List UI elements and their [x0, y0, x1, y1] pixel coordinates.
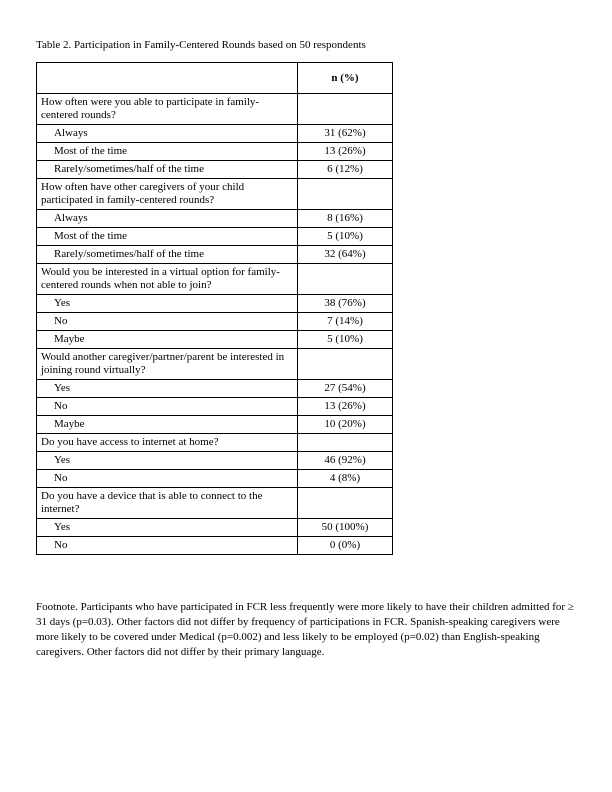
option-label: Yes	[37, 380, 298, 398]
question-value-cell	[298, 179, 393, 210]
option-row	[37, 143, 393, 161]
question-text: Would another caregiver/partner/parent be interested in joining round virtually?	[37, 349, 298, 380]
option-row	[37, 398, 393, 416]
question-value-cell	[298, 349, 393, 380]
option-value: 13 (26%)	[298, 398, 393, 416]
option-value: 13 (26%)	[298, 143, 393, 161]
option-row	[37, 416, 393, 434]
option-value: 4 (8%)	[298, 470, 393, 488]
question-text: How often were you able to participate in family-centered rounds?	[37, 94, 298, 125]
option-row	[37, 161, 393, 179]
participation-table	[36, 62, 393, 555]
header-value-cell: n (%)	[298, 63, 393, 94]
question-row	[37, 349, 393, 380]
option-row	[37, 295, 393, 313]
option-label: Rarely/sometimes/half of the time	[37, 246, 298, 264]
option-label: Most of the time	[37, 228, 298, 246]
option-label: No	[37, 470, 298, 488]
option-label: Yes	[37, 295, 298, 313]
option-label: Yes	[37, 519, 298, 537]
question-text: Do you have access to internet at home?	[37, 434, 298, 452]
question-text: Would you be interested in a virtual option for family-centered rounds when not able to join?	[37, 264, 298, 295]
question-value-cell	[298, 264, 393, 295]
option-row	[37, 228, 393, 246]
option-value: 5 (10%)	[298, 228, 393, 246]
option-label: Always	[37, 125, 298, 143]
table-header-row	[37, 63, 393, 94]
option-label: Rarely/sometimes/half of the time	[37, 161, 298, 179]
option-row	[37, 452, 393, 470]
question-row	[37, 434, 393, 452]
option-value: 0 (0%)	[298, 537, 393, 555]
option-label: No	[37, 398, 298, 416]
option-row	[37, 470, 393, 488]
footnote: Footnote. Participants who have participated in FCR less frequently were more likely to have their children admitted for ≥ 31 days (p=0.03). Other factors did not differ by frequency of participations in FCR. Spanish-speaking caregivers were more likely to be covered under Medical (p=0.002) and less likely to be employed (p=0.02) than English-speaking caregivers. Other factors did not differ by their primary language.	[36, 601, 574, 658]
option-row	[37, 537, 393, 555]
option-label: Maybe	[37, 331, 298, 349]
option-row	[37, 331, 393, 349]
table-caption: Table 2. Participation in Family-Centered Rounds based on 50 respondents	[36, 39, 366, 51]
question-text: How often have other caregivers of your child participated in family-centered rounds?	[37, 179, 298, 210]
option-row	[37, 246, 393, 264]
option-row	[37, 313, 393, 331]
option-row	[37, 380, 393, 398]
option-value: 38 (76%)	[298, 295, 393, 313]
option-value: 50 (100%)	[298, 519, 393, 537]
question-row	[37, 264, 393, 295]
option-value: 7 (14%)	[298, 313, 393, 331]
option-value: 6 (12%)	[298, 161, 393, 179]
option-label: Always	[37, 210, 298, 228]
option-label: No	[37, 313, 298, 331]
option-row	[37, 210, 393, 228]
option-value: 27 (54%)	[298, 380, 393, 398]
option-label: Yes	[37, 452, 298, 470]
question-value-cell	[298, 488, 393, 519]
option-row	[37, 125, 393, 143]
question-text: Do you have a device that is able to connect to the internet?	[37, 488, 298, 519]
option-value: 10 (20%)	[298, 416, 393, 434]
option-value: 31 (62%)	[298, 125, 393, 143]
option-label: Most of the time	[37, 143, 298, 161]
option-value: 5 (10%)	[298, 331, 393, 349]
option-label: No	[37, 537, 298, 555]
question-value-cell	[298, 434, 393, 452]
header-label-cell	[37, 63, 298, 94]
option-label: Maybe	[37, 416, 298, 434]
option-row	[37, 519, 393, 537]
option-value: 32 (64%)	[298, 246, 393, 264]
option-value: 46 (92%)	[298, 452, 393, 470]
question-row	[37, 179, 393, 210]
question-value-cell	[298, 94, 393, 125]
option-value: 8 (16%)	[298, 210, 393, 228]
question-row	[37, 94, 393, 125]
question-row	[37, 488, 393, 519]
